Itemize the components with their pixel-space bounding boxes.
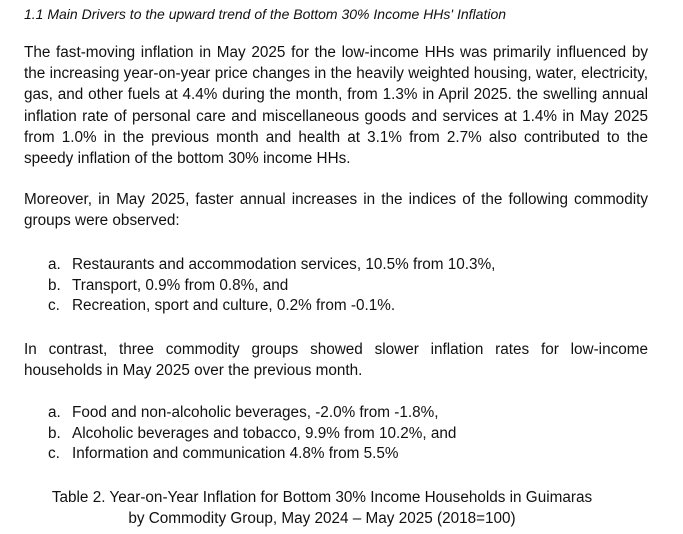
table-caption [24,487,620,529]
list-item-text: Information and communication 4.8% from 5.5% [72,445,399,463]
faster-increase-list [48,255,495,317]
list-item-text: Alcoholic beverages and tobacco, 9.9% from 10.2%, and [72,424,457,442]
list-marker: c. [48,445,60,463]
list-item [48,276,495,297]
list-item [48,424,456,445]
list-marker: b. [48,424,61,442]
list-marker: a. [48,404,61,421]
list-item-text: Restaurants and accommodation services, 10.5% from 10.3%, [72,256,496,273]
section-heading: 1.1 Main Drivers to the upward trend of the Bottom 30% Income HHs' Inflation [24,6,507,22]
list-item [48,296,495,317]
list-item [48,403,456,424]
list-marker: c. [48,297,60,315]
list-marker: b. [48,276,61,294]
table-caption-line-1: Table 2. Year-on-Year Inflation for Bottom 30% Income Households in Guimaras [51,489,593,506]
list-item-text: Recreation, sport and culture, 0.2% from -0.1%. [72,297,396,315]
paragraph-slower-rates: In contrast, three commodity groups showed slower inflation rates for low-income households in May 2025 over the previous month. [24,341,648,380]
list-item-text: Food and non-alcoholic beverages, -2.0% from -1.8%, [72,404,439,421]
list-item [48,255,495,276]
list-item-text: Transport, 0.9% from 0.8%, and [72,276,289,294]
paragraph-faster-increases: Moreover, in May 2025, faster annual increases in the indices of the following commodity groups were observed: [24,191,648,230]
paragraph-main-drivers: The fast-moving inflation in May 2025 for the low-income HHs was primarily influenced by the increasing year-on-year price changes in the heavily weighted housing, water, electricity, gas, and other fuels at 4.4% during the month, from 1.3% in April 2025. the swelling annual inflation rate of personal care and miscellaneous goods and services at 1.4% in May 2025 from 1.0% in the previous month and health at 3.1% from 2.7% also contributed to the speedy inflation of the bottom 30% income HHs. [24,44,648,168]
table-caption-line-2: by Commodity Group, May 2024 – May 2025 (2018=100) [128,510,516,527]
list-item [48,444,456,465]
slower-rate-list [48,403,456,465]
list-marker: a. [48,256,61,273]
